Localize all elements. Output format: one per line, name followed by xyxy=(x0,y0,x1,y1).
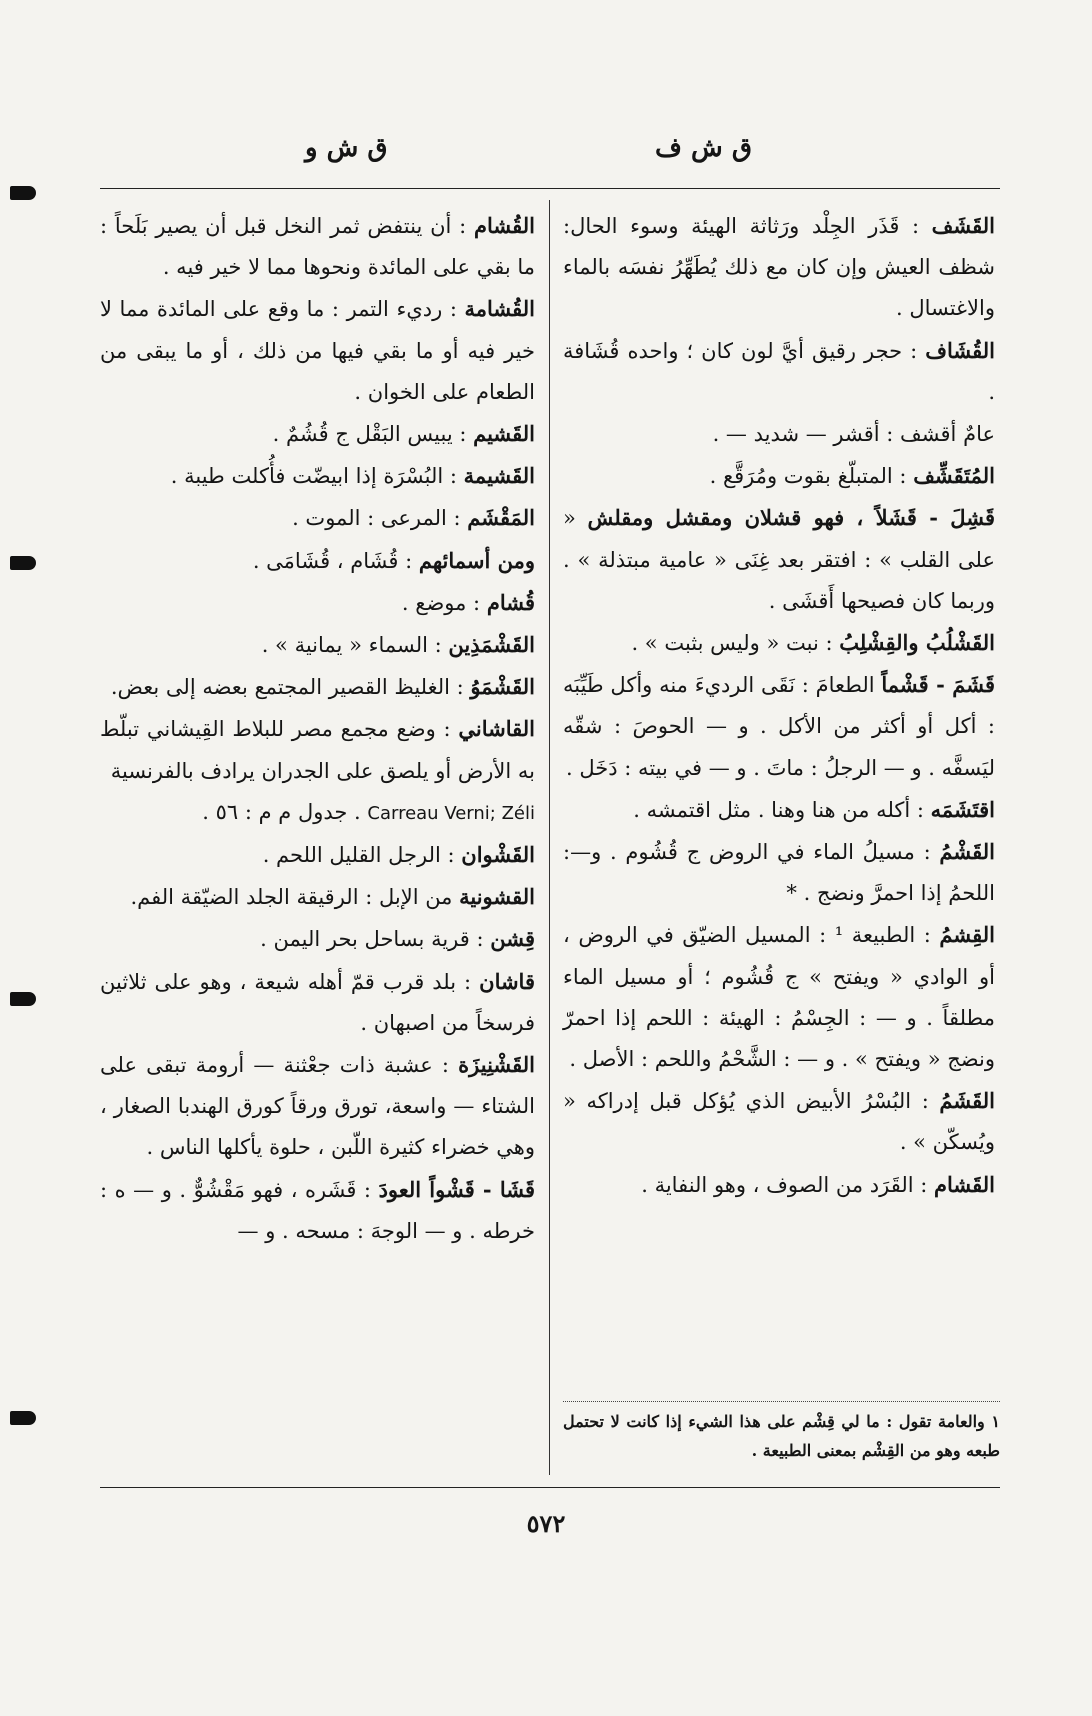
headword: القَشْمُ xyxy=(939,839,995,865)
headword: قَشِلَ - قَشَلاً ، فهو قشلان ومقشل ومقلش xyxy=(587,505,995,531)
definition: : رديء التمر : ما وقع على المائدة مما لا خير فيه أو ما بقي فيها من ذلك ، أو ما يبقى من الطعام على الخوان . xyxy=(100,297,535,404)
definition: : يبيس البَقْل ج قُشُمٌ . xyxy=(272,422,474,447)
definition: : بلد قرب قمّ أهله شيعة ، وهو على ثلاثين فرسخاً من اصبهان . xyxy=(100,969,535,1035)
definition: : الرجل القليل اللحم . xyxy=(262,843,462,868)
definition: : القَرَد من الصوف ، وهو النفاية . xyxy=(641,1172,934,1197)
entry xyxy=(100,834,535,876)
headword: القاشاني xyxy=(458,716,535,742)
definition: : موضع . xyxy=(401,590,487,615)
definition: : قُشَام ، قُشَامَى . xyxy=(252,548,419,573)
definition: : أن ينتفض ثمر النخل قبل أن يصير بَلَحاً : ما بقي على المائدة ونحوها مما لا خير فيه . xyxy=(100,214,535,280)
definition: : أكله من هنا وهنا . مثل اقتمشه . xyxy=(633,797,931,822)
entry xyxy=(563,1080,995,1163)
entry xyxy=(563,455,995,497)
right-column xyxy=(563,205,995,1206)
definition: : نبت « وليس بثبت » . xyxy=(631,631,840,656)
headword: القَشْمَوُ xyxy=(470,674,535,700)
definition: « على القلب » : افتقر بعد غِنَى « عامية مبتذلة » . وربما كان فصيحها أَقشَى . xyxy=(563,506,995,613)
headword: القَشيمة xyxy=(463,463,535,489)
headword: القُشام xyxy=(474,213,535,238)
definition: : قرية بساحل بحر اليمن . xyxy=(260,927,491,952)
entry xyxy=(563,622,995,664)
page-number: ٥٧٢ xyxy=(526,1509,566,1538)
entry xyxy=(100,624,535,666)
thumb-index-mark xyxy=(10,556,36,570)
entry xyxy=(563,205,995,330)
definition: : قَذَر الجِلْد ورَثاثة الهيئة وسوء الحال: شظف العيش وإن كان مع ذلك يُطَهِّرُ نفسَه بالماء والاغتسال . xyxy=(563,214,995,321)
left-column xyxy=(100,205,535,1252)
headword: قَشَمَ - قَشْماً xyxy=(881,672,995,698)
entry xyxy=(100,918,535,960)
headword: القُشامة xyxy=(464,296,535,322)
headword: قُشام xyxy=(486,589,535,615)
entry xyxy=(100,961,535,1044)
headword: ومن أسمائهم xyxy=(418,547,535,573)
headword: القشونية xyxy=(459,884,535,910)
definition: : عشبة ذات جعْثنة — أرومة تبقى على الشتاء — واسعة، تورق ورقاً كورق الهندبا الصغار ، وهي خضراء كثيرة اللّبن ، حلوة يأكلها الناس . xyxy=(100,1053,535,1160)
definition: : قَشَره ، فهو مَقْشُوٌّ . و — ه : خرطه . و — الوجهَ : مسحه . و — xyxy=(100,1177,535,1243)
entry xyxy=(563,914,995,1080)
headword: القَشْمَذِين xyxy=(448,632,535,658)
running-header-right: ق ش ف xyxy=(655,133,752,163)
column-divider xyxy=(549,200,550,1475)
entry xyxy=(100,205,535,288)
entry xyxy=(563,330,995,413)
headword: قَشَا - قَشْواً العودَ xyxy=(378,1176,536,1202)
thumb-index-mark xyxy=(10,1411,36,1425)
headword: قاشان xyxy=(479,968,535,994)
entry xyxy=(100,1044,535,1169)
entry xyxy=(563,664,995,789)
definition: عامٌ أقشف : أقشر — شديد — . xyxy=(712,422,995,447)
headword: المُتَقَشِّف xyxy=(913,463,995,489)
footnote-rule xyxy=(563,1401,1000,1402)
french-term: Carreau Verni; Zéli xyxy=(367,802,535,824)
definition: : البُسْرَة إذا ابيضّت فأُكلت طيبة . xyxy=(170,464,464,489)
headword: اقتَشَمَه xyxy=(930,796,995,822)
headword: المَقْشَم xyxy=(467,505,535,531)
running-header-left: ق ش و xyxy=(305,133,388,163)
thumb-index-mark xyxy=(10,992,36,1006)
definition: : الطبيعة ¹ : المسيل الضيّق في الروض ، أو الوادي « ويفتح » ج قُشُوم ؛ أو مسيل الماء مطلقاً . و — : الجِسْمُ : الهيئة : اللحم إذا احمرّ ونضج « ويفتح » . و — : الشَّحْمُ واللحم : الأصل . xyxy=(563,923,995,1072)
entry xyxy=(100,708,535,791)
definition: : وضع مجمع مصر للبلاط القِيشاني تبلّط به الأرض أو يلصق على الجدران يرادف بالفرنسية xyxy=(100,717,535,783)
headword: قِشن xyxy=(490,926,535,952)
headword: القِشمُ xyxy=(939,922,995,948)
definition: من الإبل : الرقيقة الجلد الضيّقة الفم. xyxy=(130,885,460,910)
headword: القَشْنِيزَة xyxy=(458,1052,535,1078)
headword: القَشَف xyxy=(931,213,995,238)
footer-rule xyxy=(100,1487,1000,1488)
entry xyxy=(100,540,535,582)
definition: : المتبلّغ بقوت ومُرَقَّع . xyxy=(709,464,914,489)
entry xyxy=(563,413,995,455)
entry xyxy=(100,413,535,455)
definition: : الغليظ القصير المجتمع بعضه إلى بعض. xyxy=(110,675,471,700)
headword: القُشَاف xyxy=(925,337,995,363)
definition: : مسيلُ الماء في الروض ج قُشُوم . و—: اللحمُ إذا احمرَّ ونضج . * xyxy=(563,840,995,906)
header-rule xyxy=(100,188,1000,189)
definition: : المرعى : الموت . xyxy=(292,506,468,531)
headword: القَشَمُ xyxy=(939,1088,995,1114)
entry xyxy=(100,582,535,624)
entry xyxy=(100,876,535,918)
entry xyxy=(100,455,535,497)
entry xyxy=(563,1164,995,1206)
entry xyxy=(100,497,535,539)
definition: . جدول م م : ٥٦ . xyxy=(202,799,368,824)
entry xyxy=(563,789,995,831)
entry xyxy=(100,1169,535,1252)
entry xyxy=(100,666,535,708)
definition: : حجر رقيق أيَّ لون كان ؛ واحده قُشَافة . xyxy=(563,338,995,404)
headword: القَشْلُبُ والقِشْلِبُ xyxy=(839,630,995,656)
definition: : البُسْرُ الأبيض الذي يُؤكل قبل إدراكه « ويُسكّن » . xyxy=(563,1089,995,1155)
headword: القَشيم xyxy=(473,421,535,447)
footnote: ١ والعامة تقول : ما لي قِشْم على هذا الشيء إذا كانت لا تحتمل طبعه وهو من القِشْم بمعنى الطبيعة . xyxy=(563,1412,1000,1460)
headword: القَشام xyxy=(934,1171,995,1197)
entry xyxy=(563,831,995,914)
entry xyxy=(100,792,535,834)
entry xyxy=(100,288,535,413)
thumb-index-mark xyxy=(10,186,36,200)
headword: القَشْوان xyxy=(461,842,535,868)
entry xyxy=(563,497,995,622)
definition: الطعامَ : نَقَى الرديءَ منه وأكل طَيِّبَه : أكل أو أكثر من الأكل . و — الحوصَ : شقّه ليَسفَّه . و — الرجلُ : ماتَ . و — في بيته : دَخَل . xyxy=(563,673,995,780)
definition: : السماء « يمانية » . xyxy=(261,633,449,658)
